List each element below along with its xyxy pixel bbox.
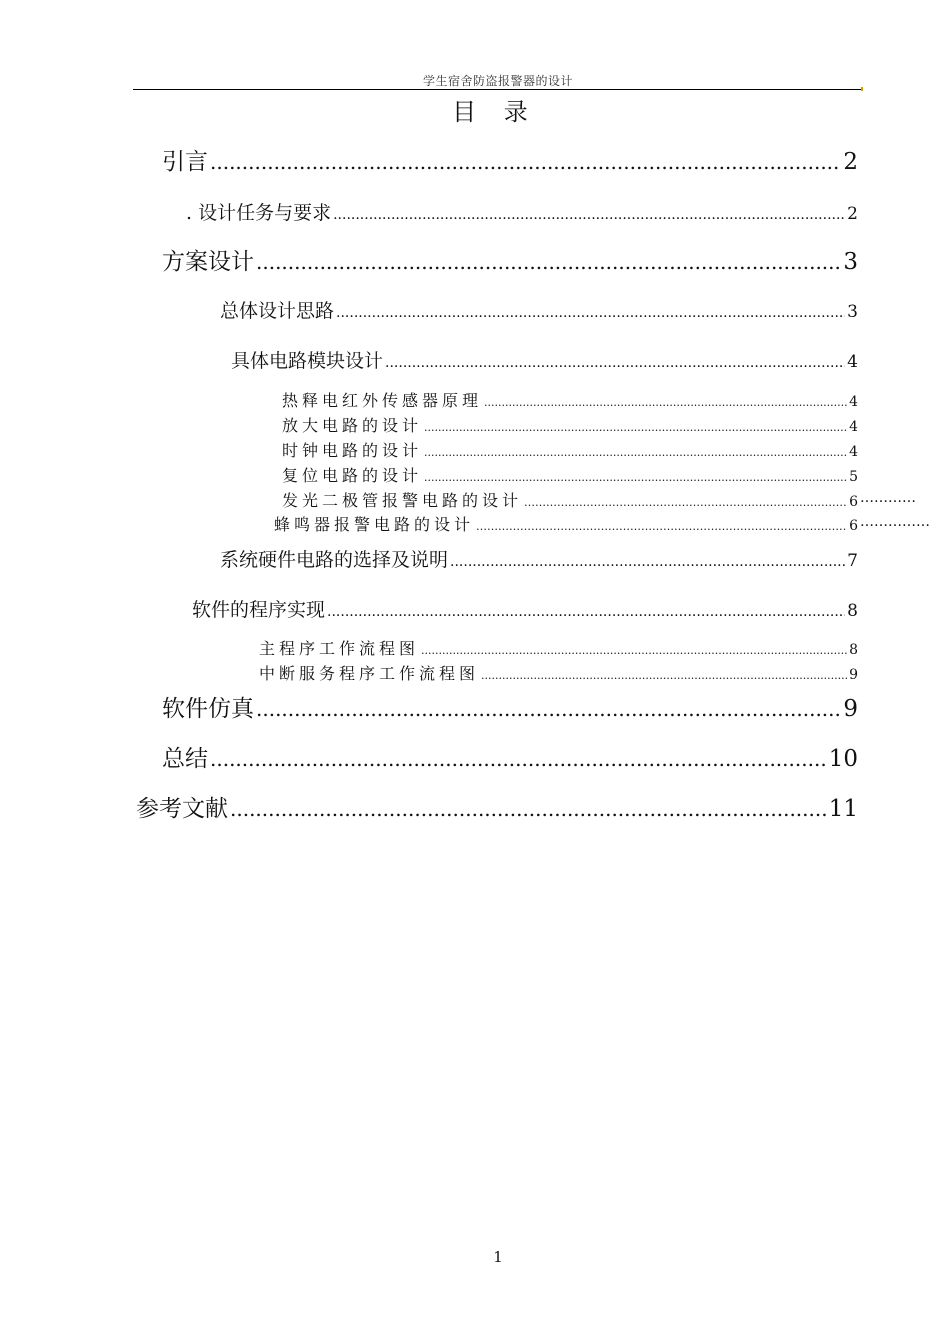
toc-entry-page: 2 <box>843 149 858 175</box>
toc-entry-label: 总结 <box>162 746 208 772</box>
toc-entry-label: 复位电路的设计 <box>282 466 423 485</box>
toc-entry-page: 4 <box>849 394 858 410</box>
toc-entry-page: 10 <box>828 746 858 772</box>
toc-entry-label: 方案设计 <box>162 249 254 275</box>
toc-entry-page: 11 <box>828 796 858 822</box>
header-rule <box>133 89 863 90</box>
page-number: 1 <box>493 1248 503 1266</box>
toc-dot-leader <box>476 520 847 533</box>
toc-entry-page: 9 <box>843 696 858 722</box>
toc-entry-interrupt-flowchart[interactable] <box>259 661 858 684</box>
toc-entry-page: 6 <box>849 494 858 510</box>
toc-entry-page: 3 <box>843 249 858 275</box>
toc-dot-leader <box>230 797 827 821</box>
toc-entry-buzzer-alarm[interactable] <box>274 512 858 535</box>
toc-title: 目 录 <box>452 98 538 126</box>
toc-dot-leader <box>385 355 845 371</box>
toc-entry-page: 4 <box>847 352 858 372</box>
toc-entry-clock-circuit[interactable] <box>282 438 858 461</box>
toc-dot-leader <box>333 207 845 223</box>
toc-entry-hardware[interactable] <box>220 545 858 572</box>
toc-entry-design-task[interactable] <box>186 198 858 225</box>
toc-entry-software[interactable] <box>192 595 858 622</box>
toc-dot-leader <box>256 250 841 274</box>
toc-dot-leader <box>450 554 845 570</box>
toc-entry-label: 主程序工作流程图 <box>259 639 420 658</box>
toc-overflow-leader: …………… <box>860 514 930 530</box>
toc-entry-page: 9 <box>849 667 858 683</box>
toc-entry-page: 8 <box>847 601 858 621</box>
toc-entry-label: . 设计任务与要求 <box>186 202 332 224</box>
toc-dot-leader <box>336 305 845 321</box>
toc-dot-leader <box>481 669 847 682</box>
toc-dot-leader <box>210 747 827 771</box>
toc-entry-page: 3 <box>847 302 858 322</box>
toc-dot-leader <box>210 150 841 174</box>
toc-entry-page: 2 <box>847 204 858 224</box>
toc-entry-label: 热释电红外传感器原理 <box>282 391 483 410</box>
toc-dot-leader <box>421 644 847 657</box>
toc-entry-page: 6 <box>849 518 858 534</box>
toc-entry-references[interactable] <box>136 790 858 823</box>
toc-overflow-leader: ………… <box>860 490 916 506</box>
toc-entry-label: 引言 <box>162 149 208 175</box>
toc-entry-circuit-modules[interactable] <box>231 346 858 373</box>
toc-dot-leader <box>484 396 847 409</box>
toc-entry-label: 软件的程序实现 <box>192 599 326 621</box>
header-rule-mark <box>861 87 863 91</box>
toc-entry-label: 中断服务程序工作流程图 <box>259 664 480 683</box>
toc-entry-simulation[interactable] <box>162 690 858 723</box>
toc-dot-leader <box>424 421 847 434</box>
toc-entry-scheme-design[interactable] <box>162 243 858 276</box>
toc-dot-leader <box>327 604 845 620</box>
toc-entry-overall-design[interactable] <box>220 296 858 323</box>
toc-entry-main-flowchart[interactable] <box>259 636 858 659</box>
toc-dot-leader <box>424 446 847 459</box>
toc-dot-leader <box>524 496 847 509</box>
toc-entry-label: 放大电路的设计 <box>282 416 423 435</box>
toc-entry-pir-sensor[interactable] <box>282 388 858 411</box>
toc-entry-label: 系统硬件电路的选择及说明 <box>220 549 449 571</box>
toc-dot-leader <box>256 697 841 721</box>
toc-entry-summary[interactable] <box>162 740 858 773</box>
toc-entry-amplifier[interactable] <box>282 413 858 436</box>
toc-entry-page: 4 <box>849 419 858 435</box>
toc-entry-label: 发光二极管报警电路的设计 <box>282 491 523 510</box>
toc-entry-page: 5 <box>849 469 858 485</box>
toc-entry-label: 参考文献 <box>136 796 228 822</box>
toc-entry-introduction[interactable] <box>162 143 858 176</box>
toc-entry-label: 蜂鸣器报警电路的设计 <box>274 515 475 534</box>
toc-entry-label: 时钟电路的设计 <box>282 441 423 460</box>
toc-entry-page: 7 <box>847 551 858 571</box>
toc-entry-label: 具体电路模块设计 <box>231 350 384 372</box>
header-title: 学生宿舍防盗报警器的设计 <box>422 74 573 88</box>
toc-entry-reset-circuit[interactable] <box>282 463 858 486</box>
toc-entry-page: 4 <box>849 444 858 460</box>
toc-entry-page: 8 <box>849 642 858 658</box>
toc-entry-label: 软件仿真 <box>162 696 254 722</box>
toc-entry-label: 总体设计思路 <box>220 300 335 322</box>
toc-dot-leader <box>424 471 847 484</box>
toc-entry-led-alarm[interactable] <box>282 488 858 511</box>
